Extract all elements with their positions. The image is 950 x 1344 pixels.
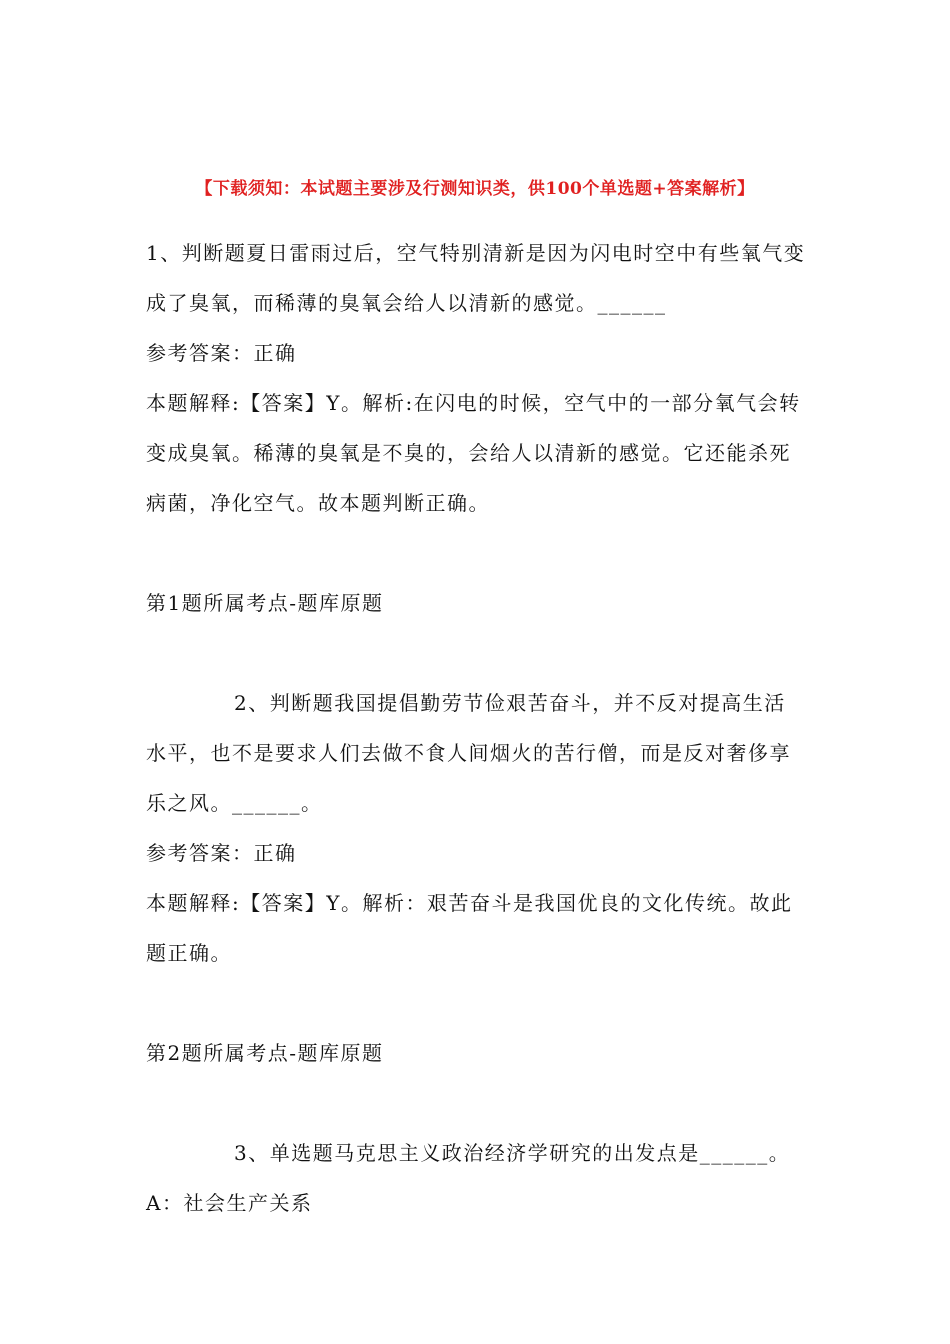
- question-2-point: 第2题所属考点-题库原题: [146, 1041, 384, 1065]
- question-1-explanation: 本题解释:【答案】Y。解析:在闪电的时候，空气中的一部分氧气会转变成臭氧。稀薄的臭氧是不臭的，会给人以清新的感觉。它还能杀死病菌，净化空气。故本题判断正确。: [146, 391, 801, 515]
- question-2-text: 2、判断题我国提倡勤劳节俭艰苦奋斗，并不反对提高生活水平，也不是要求人们去做不食人间烟火的苦行僧，而是反对奢侈享乐之风。______。: [146, 691, 791, 815]
- question-2-explanation: 本题解释:【答案】Y。解析：艰苦奋斗是我国优良的文化传统。故此题正确。: [146, 891, 793, 965]
- question-3-text: 3、单选题马克思主义政治经济学研究的出发点是______。: [234, 1141, 791, 1165]
- download-notice: 【下载须知：本试题主要涉及行测知识类，供100个单选题+答案解析】: [195, 179, 755, 199]
- question-1-text: 1、判断题夏日雷雨过后，空气特别清新是因为闪电时空中有些氧气变成了臭氧，而稀薄的臭氧会给人以清新的感觉。______: [146, 241, 806, 315]
- question-1-answer: 参考答案：正确: [146, 341, 297, 365]
- question-3-option-a: A：社会生产关系: [146, 1191, 313, 1215]
- question-2-answer: 参考答案：正确: [146, 841, 297, 865]
- question-1-point: 第1题所属考点-题库原题: [146, 591, 384, 615]
- document-body: [146, 228, 806, 1228]
